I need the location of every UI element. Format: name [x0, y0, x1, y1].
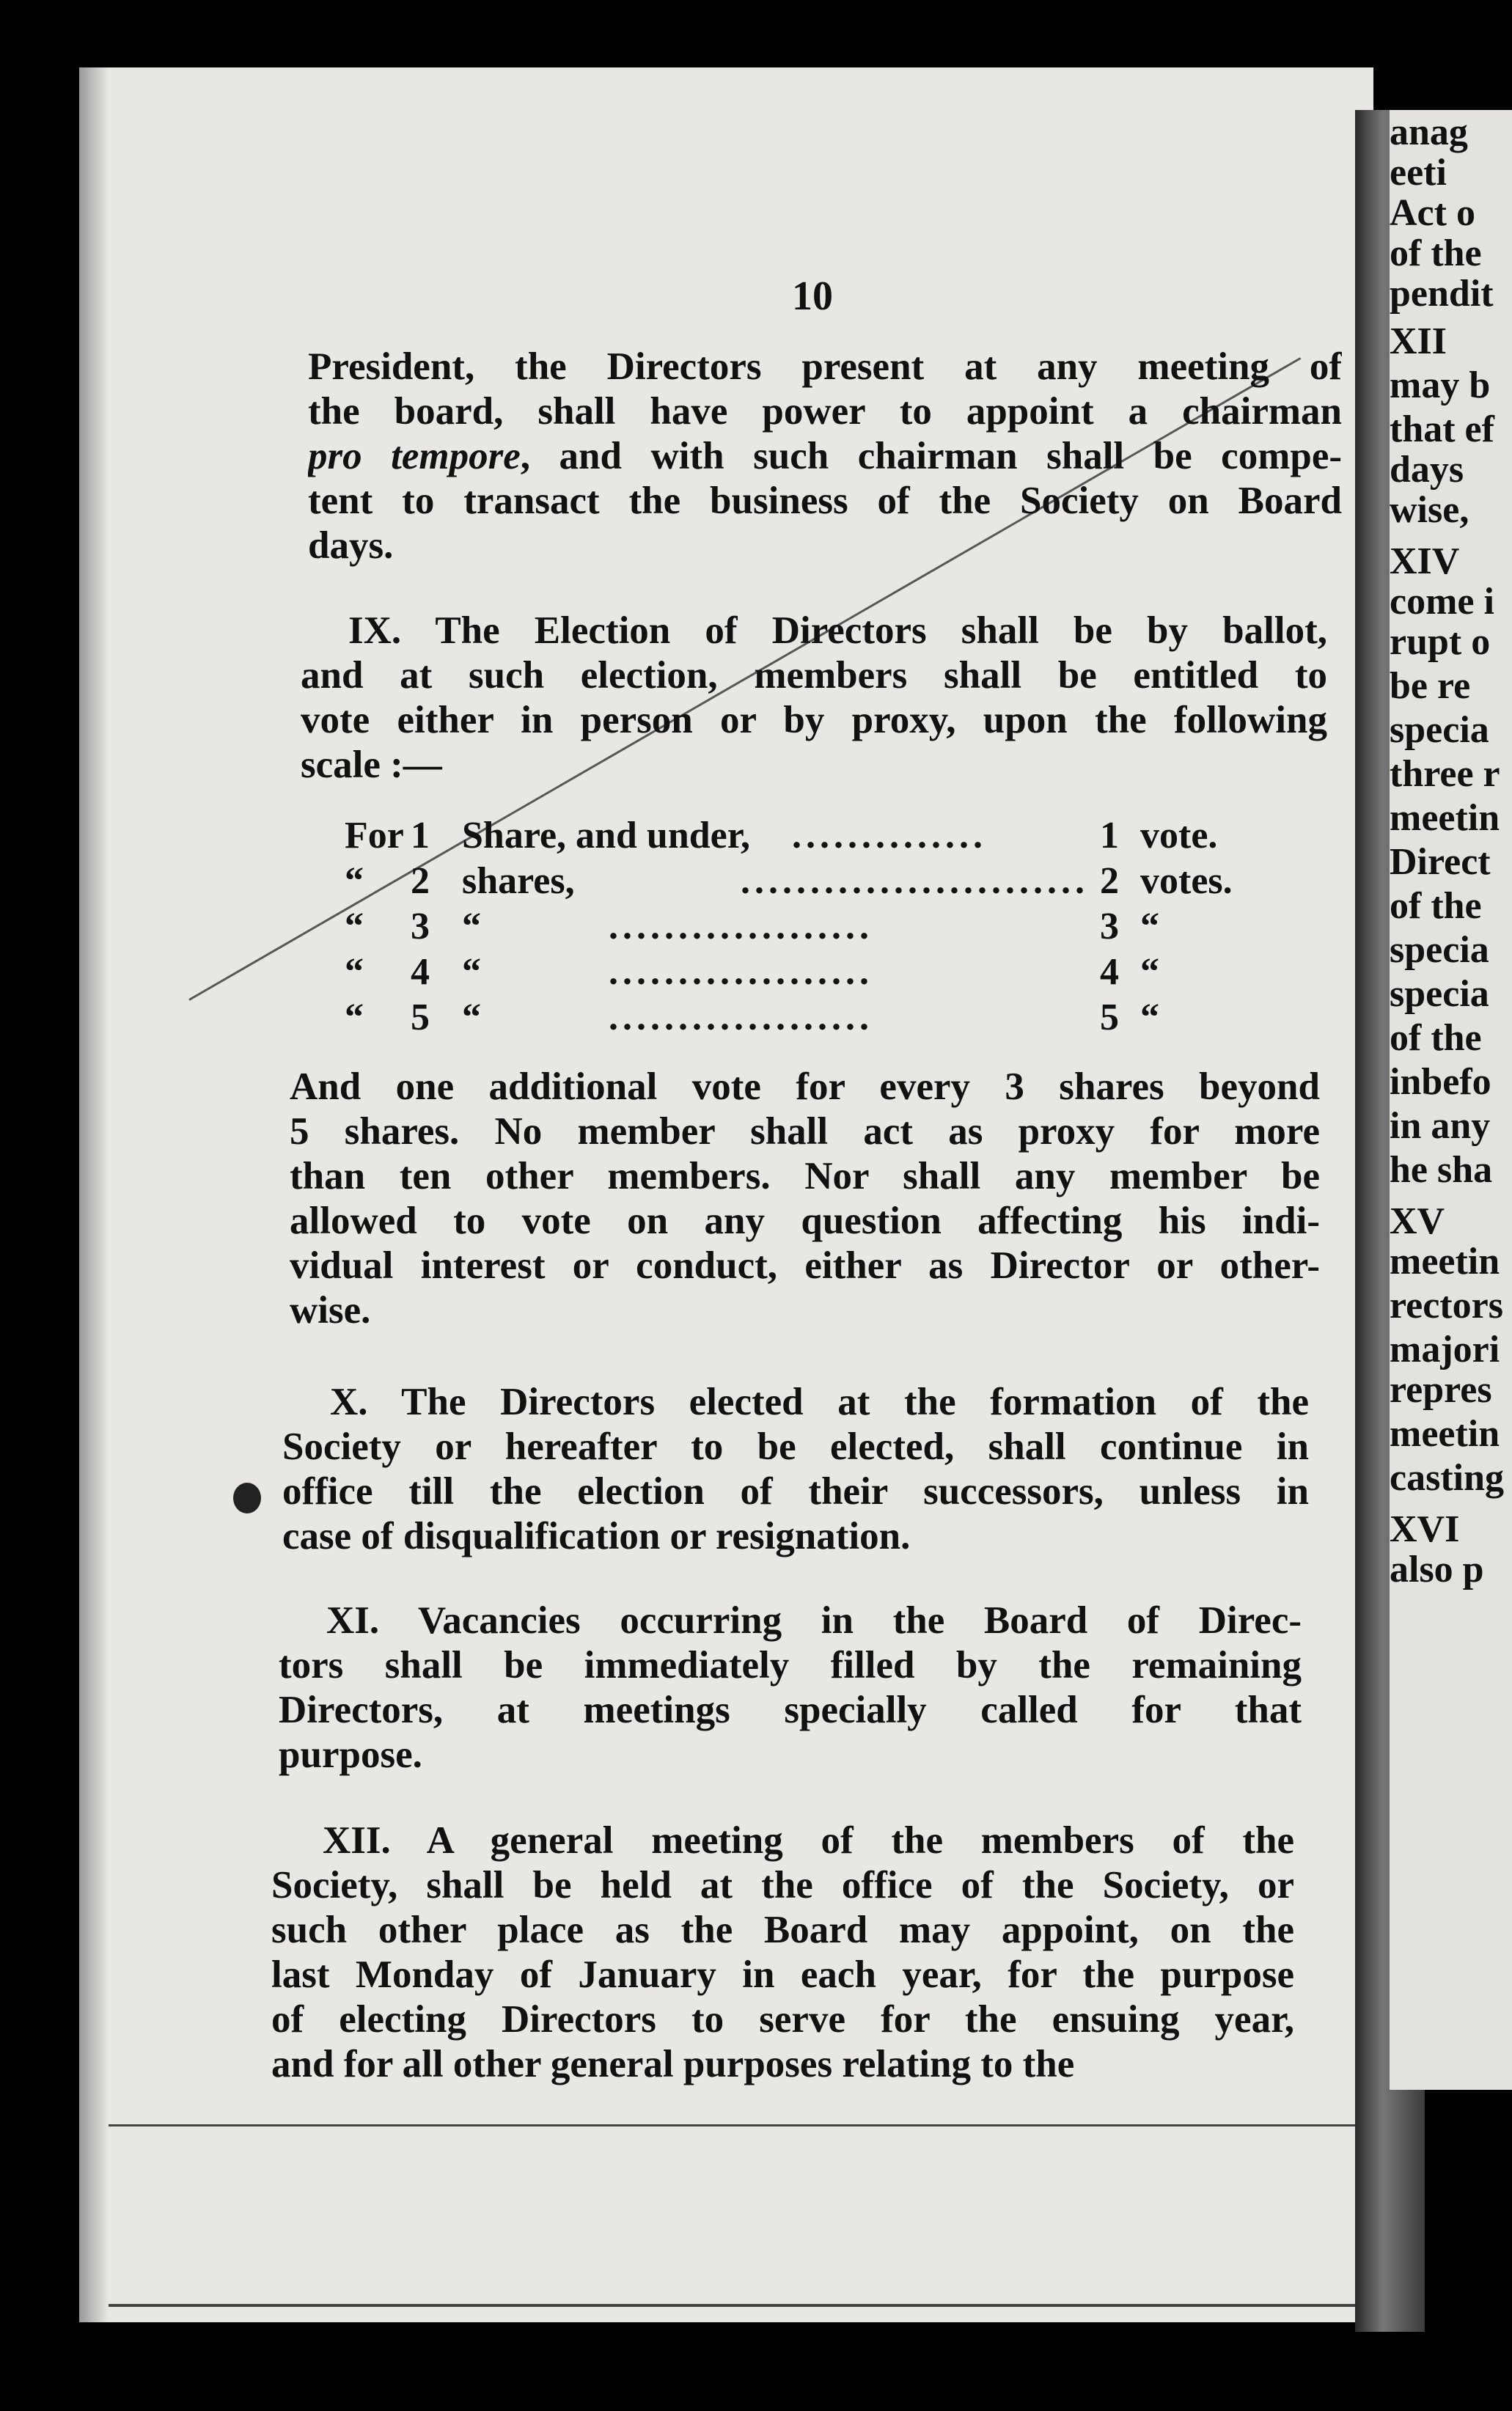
adjacent-page-fragment: Direct	[1390, 841, 1491, 883]
scale-dots: ..............	[792, 815, 987, 856]
xii-lines-line: and for all other general purposes relating to the	[271, 2043, 1075, 2085]
after-scale-lines-line: And one additional vote for every 3 shares beyond	[290, 1065, 1320, 1108]
adjacent-page-fragment: XII	[1390, 320, 1447, 362]
xi-lines-line: XI. Vacancies occurring in the Board of Direc-	[326, 1599, 1302, 1642]
xii-lines-line: XII. A general meeting of the members of the	[323, 1819, 1294, 1862]
adjacent-page-fragment: also p	[1390, 1549, 1484, 1590]
adjacent-page-fragment: of the	[1390, 1017, 1482, 1059]
scale-votes: 3	[1100, 906, 1119, 947]
adjacent-page-fragment: come i	[1390, 581, 1494, 623]
scale-label: “	[462, 906, 481, 947]
adjacent-page-fragment: XV	[1390, 1200, 1445, 1242]
scale-votes: 4	[1100, 951, 1119, 993]
bottom-rule	[109, 2124, 1373, 2126]
ix-lines-line: vote either in person or by proxy, upon the following	[301, 699, 1327, 741]
after-scale-lines-line: allowed to vote on any question affecting his indi-	[290, 1200, 1320, 1242]
x-lines-line: office till the election of their successors, unless in	[282, 1470, 1309, 1513]
xii-lines-line: Society, shall be held at the office of the Society, or	[271, 1864, 1294, 1907]
bottom-border	[109, 2304, 1373, 2307]
adjacent-page-fragment: Act o	[1390, 192, 1475, 234]
adjacent-page-fragment: meetin	[1390, 797, 1500, 839]
scale-unit: vote.	[1140, 815, 1218, 856]
adjacent-page-fragment: anag	[1390, 111, 1468, 153]
adjacent-page-fragment: meetin	[1390, 1413, 1500, 1455]
p1-lines-line: days.	[308, 524, 394, 567]
adjacent-page-fragment: eeti	[1390, 152, 1447, 194]
adjacent-page-fragment: casting	[1390, 1457, 1504, 1499]
scale-votes: 1	[1100, 815, 1119, 856]
scale-label: “	[462, 951, 481, 993]
ix-lines-line: and at such election, members shall be entitled to	[301, 654, 1327, 697]
scale-prefix: “	[345, 906, 364, 947]
adjacent-page-fragment: inbefo	[1390, 1061, 1491, 1103]
adjacent-page-fragment: that ef	[1390, 408, 1494, 450]
scale-label: “	[462, 997, 481, 1038]
scale-dots: ...................	[609, 906, 873, 947]
adjacent-page-fragment: specia	[1390, 709, 1489, 751]
xi-lines-line: purpose.	[279, 1733, 422, 1776]
after-scale-lines-line: vidual interest or conduct, either as Director or other-	[290, 1244, 1320, 1287]
adjacent-page-fragment: majori	[1390, 1329, 1500, 1370]
adjacent-page-fragment: days	[1390, 449, 1464, 491]
adjacent-page-fragment: specia	[1390, 973, 1489, 1015]
scale-num: 3	[411, 906, 430, 947]
after-scale-lines-line: than ten other members. Nor shall any member be	[290, 1155, 1320, 1197]
xi-lines-line: tors shall be immediately filled by the remaining	[279, 1644, 1302, 1687]
p1-lines-line: pro tempore, and with such chairman shall be compe-	[308, 435, 1342, 477]
scale-num: 2	[411, 860, 430, 902]
scale-num: 1	[411, 815, 430, 856]
adjacent-page-fragment: rectors	[1390, 1285, 1503, 1326]
after-scale-lines-line: 5 shares. No member shall act as proxy for more	[290, 1110, 1320, 1153]
adjacent-page	[1390, 110, 1512, 2090]
adjacent-page-fragment: of the	[1390, 885, 1482, 927]
ix-lines-line: scale :—	[301, 744, 442, 786]
scale-label: shares,	[462, 860, 575, 902]
adjacent-page-fragment: repres	[1390, 1369, 1492, 1411]
p1-lines-line: the board, shall have power to appoint a chairman	[308, 390, 1342, 433]
x-lines-line: case of disqualification or resignation.	[282, 1515, 911, 1557]
scale-dots: ...................	[609, 951, 873, 993]
scale-votes: 5	[1100, 997, 1119, 1038]
scale-votes: 2	[1100, 860, 1119, 902]
scale-prefix: “	[345, 951, 364, 993]
xii-lines-line: last Monday of January in each year, for the purpose	[271, 1953, 1294, 1996]
x-lines-line: Society or hereafter to be elected, shall continue in	[282, 1425, 1309, 1468]
scale-unit: votes.	[1140, 860, 1233, 902]
scale-unit: “	[1140, 951, 1159, 993]
adjacent-page-fragment: be re	[1390, 665, 1471, 707]
p1-lines-line: tent to transact the business of the Society on Board	[308, 480, 1342, 522]
adjacent-page-fragment: pendit	[1390, 273, 1494, 315]
scale-unit: “	[1140, 906, 1159, 947]
scale-prefix: For	[345, 815, 404, 856]
page-number: 10	[792, 274, 833, 319]
ix-lines-line: IX. The Election of Directors shall be by ballot,	[348, 609, 1327, 652]
italic-pro-tempore: pro tempore	[308, 435, 521, 477]
ink-blot	[233, 1483, 261, 1513]
adjacent-page-fragment: meetin	[1390, 1241, 1500, 1282]
adjacent-page-fragment: rupt o	[1390, 621, 1491, 663]
scale-num: 4	[411, 951, 430, 993]
adjacent-page-fragment: wise,	[1390, 489, 1469, 531]
adjacent-page-fragment: XIV	[1390, 540, 1460, 582]
scale-num: 5	[411, 997, 430, 1038]
adjacent-page-fragment: in any	[1390, 1105, 1491, 1147]
adjacent-page-fragment: XVI	[1390, 1508, 1460, 1550]
scale-prefix: “	[345, 997, 364, 1038]
scale-dots: ...................	[609, 997, 873, 1038]
xii-lines-line: such other place as the Board may appoint, on the	[271, 1909, 1294, 1951]
adjacent-page-fragment: may b	[1390, 364, 1491, 406]
xi-lines-line: Directors, at meetings specially called for that	[279, 1689, 1302, 1731]
xii-lines-line: of electing Directors to serve for the ensuing year,	[271, 1998, 1294, 2041]
adjacent-page-fragment: he sha	[1390, 1149, 1493, 1191]
adjacent-page-fragment: three r	[1390, 753, 1500, 795]
adjacent-page-fragment: specia	[1390, 929, 1489, 971]
scale-dots: .........................	[741, 860, 1089, 902]
after-scale-lines-line: wise.	[290, 1289, 371, 1332]
scale-prefix: “	[345, 860, 364, 902]
scale-unit: “	[1140, 997, 1159, 1038]
p1-lines-line: President, the Directors present at any meeting of	[308, 345, 1342, 388]
adjacent-page-fragment: of the	[1390, 232, 1482, 274]
scale-label: Share, and under,	[462, 815, 751, 856]
x-lines-line: X. The Directors elected at the formation of the	[330, 1381, 1309, 1423]
